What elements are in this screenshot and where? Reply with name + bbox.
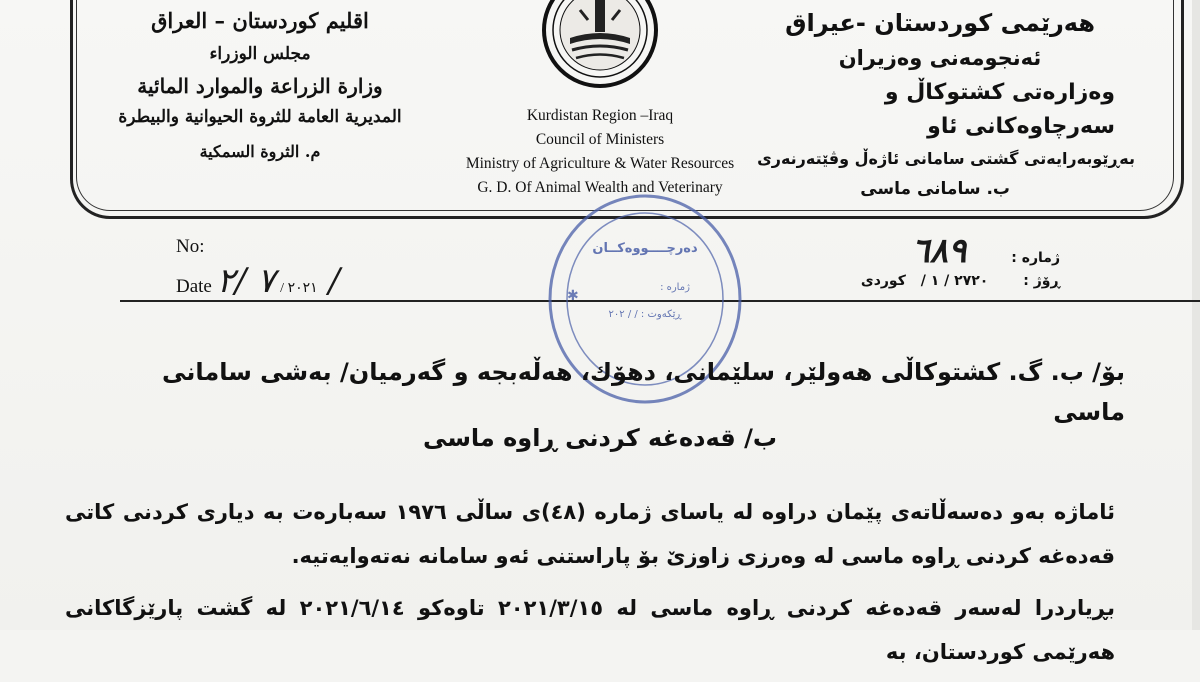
kurdish-region-title: هەرێمی کوردستان -عیراق — [785, 9, 1095, 37]
kurdish-number-row — [861, 231, 1060, 271]
letterhead-arabic — [90, 4, 430, 172]
number-label: No: — [176, 236, 205, 257]
kurdish-date-row — [861, 266, 1060, 296]
handwritten-number: ٦٨٩ — [911, 231, 967, 271]
stamp-date-label: ڕێکەوت : / / ٢٠٢ — [608, 309, 682, 320]
kurdish-directorate: بەڕێوبەرایەتی گشتی سامانی ئاژەڵ وڤێتەرنەری — [757, 149, 1135, 168]
date-row — [176, 261, 340, 301]
svg-text:✱: ✱ — [567, 288, 579, 304]
kurdish-calendar-label: کوردی — [860, 273, 906, 289]
arabic-region-title: اقليم كوردستان – العراق — [151, 8, 369, 33]
letterhead-english — [420, 104, 780, 200]
english-meta-block — [176, 230, 340, 301]
stamp-title: دەرچــــووەکــان — [592, 241, 698, 256]
kurdistan-emblem-logo — [540, 0, 660, 90]
kurdish-meta-block — [860, 231, 1060, 296]
stamp-number-label: ژمارە : — [660, 282, 690, 293]
letterhead-kurdish — [740, 6, 1140, 204]
kurdish-date-value: ٢٧٢٠ / ١ / — [920, 273, 989, 289]
date-year: ٢٠٢١ / — [280, 281, 318, 296]
letter-body — [65, 490, 1115, 682]
english-council: Council of Ministers — [535, 131, 665, 148]
english-directorate: G. D. Of Animal Wealth and Veterinary — [477, 179, 723, 196]
kurdish-number-label: ژمارە : — [1011, 250, 1060, 266]
english-ministry: Ministry of Agriculture & Water Resources — [465, 155, 735, 172]
arabic-council: مجلس الوزراء — [209, 44, 311, 64]
body-paragraph-2: بڕیاردرا لەسەر قەدەغە کردنی ڕاوە ماسی لە ٢٠٢١/٣/١٥ تاوەکو ٢٠٢١/٦/١٤ لە گشت پارێزگاکانی هەرێمی کوردستان، بە — [65, 596, 1115, 664]
page-edge — [1192, 0, 1200, 630]
arabic-ministry: وزارة الزراعة والموارد المائية — [137, 74, 383, 98]
body-paragraph-1: ئاماژە بەو دەسەڵاتەی پێمان دراوە لە یاسای ژمارە (٤٨)ی ساڵی ١٩٧٦ سەبارەت بە دیاری کردنی کاتی قەدەغە کردنی ڕاوە ماسی لە وەرزی زاوزێ بۆ پاراستنی ئەو سامانە نەتەوایەتیە. — [65, 500, 1115, 568]
kurdish-day-label: ڕۆژ : — [1023, 273, 1060, 289]
letter-addressee: بۆ/ ب. گ. کشتوکاڵی هەولێر، سلێمانی، دهۆك، هەڵەبجە و گەرمیان/ بەشی سامانی ماسی — [162, 358, 1125, 426]
kurdish-ministry: وەزارەتی کشتوکاڵ و سەرچاوەکانی ئاو — [884, 80, 1115, 139]
handwritten-date: ٧ /٢ / — [216, 261, 340, 301]
number-row — [176, 230, 340, 264]
kurdish-council: ئەنجومەنی وەزیران — [838, 46, 1042, 70]
arabic-department: م. الثروة السمكية — [199, 142, 321, 161]
arabic-directorate: المديرية العامة للثروة الحيوانية والبيطرة — [118, 107, 402, 127]
english-region-title: Kurdistan Region –Iraq — [526, 107, 674, 124]
kurdish-department: ب. سامانی ماسی — [860, 179, 1010, 199]
date-label: Date — [176, 276, 212, 297]
letter-subject: ب/ قەدەغە کردنی ڕاوە ماسی — [423, 424, 777, 452]
